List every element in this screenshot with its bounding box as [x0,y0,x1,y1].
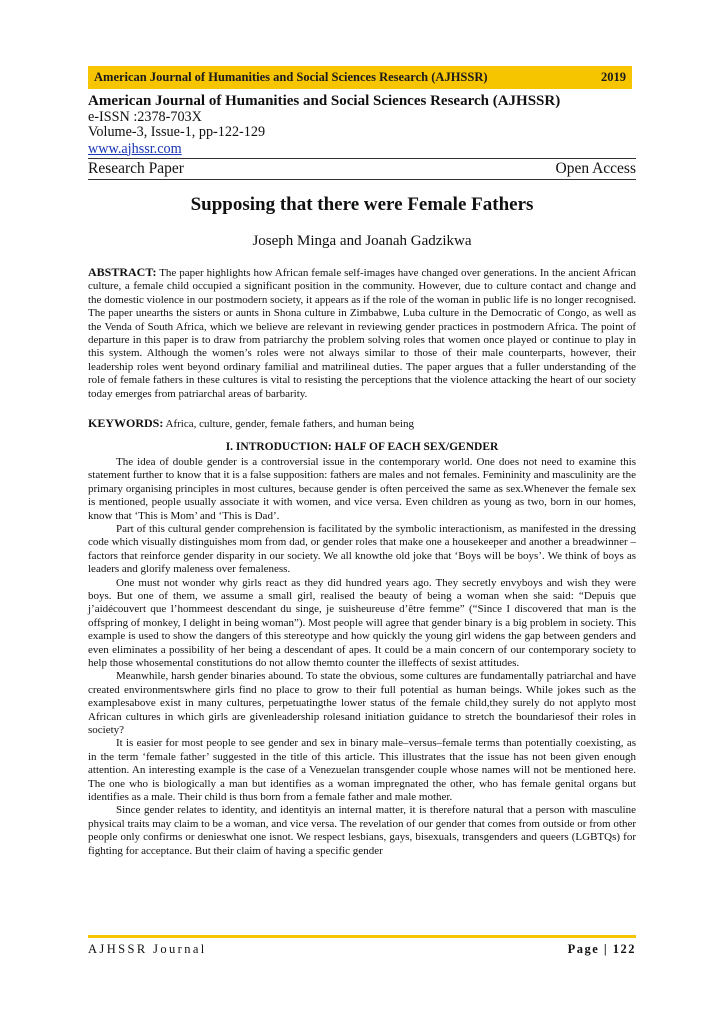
paragraph: Part of this cultural gender comprehension is facilitated by the symbolic interactionism, as manifested in the dressing code which visually distinguishes mom from dad, or gender roles that make one a housekeeper and another a breadwinner – factors that reinforce gender disparity in our society. We all knowthe old joke that ‘Boys will be boys’. We think of boys as leaders and glorify maleness over femaleness. [88,522,636,576]
footer-divider [88,935,636,938]
keywords-text: Africa, culture, gender, female fathers, and human being [165,418,414,431]
article-body [88,266,636,858]
header-journal-name: American Journal of Humanities and Social Sciences Research (AJHSSR) [94,70,488,84]
abstract-text: The paper highlights how African female self-images have changed over generations. In the ancient African culture, a female child occupied a significant position in the community. However, due to culture contact and change and the domestic violence in our postmodern society, it appears as if the role of the woman in public life is no longer recognised. The paper unearths the sisters or aunts in Shona culture in Zimbabwe, Luba culture in the Democratic of Congo, as well as the Venda of South Africa, which we believe are relevant in reviewing gender practices in postmodern Africa. The point of departure in this paper is to draw from patriarchy the problem solving roles that women once played or continue to play in this system. Although the women’s roles were not always similar to those of their male counterparts, however, their leadership roles went beyond ordinary familial and matrilineal duties. The paper argues that a fuller understanding of the role of female fathers in these cultures is vital to resisting the perceptions that the violence attacking the heart of our society today emerges from patriarchal areas of barbarity. [88,267,636,400]
paragraph: It is easier for most people to see gender and sex in binary male–versus–female terms than potentially coexisting, as in the term ‘female father’ suggested in the title of this article. This illustrates that the issue has not been given enough attention. An interesting example is the case of a Venezuelan transgender couple whose names will not be mentioned here. The one who is biologically a man but identifies as a woman impregnated the other, who has female genital organs but identifies as a male. Their child is thus born from a female father and male mother. [88,737,636,804]
journal-header-bar [88,66,632,89]
paper-type: Research Paper [88,160,184,177]
header-year: 2019 [601,70,626,84]
abstract-label: ABSTRACT: [88,265,157,279]
section-heading: I. INTRODUCTION: HALF OF EACH SEX/GENDER [225,441,499,454]
page-footer [88,942,636,957]
issn: e-ISSN :2378-703X [88,108,202,125]
volume-issue: Volume-3, Issue-1, pp-122-129 [88,124,266,140]
page-number: Page | 122 [567,942,636,956]
journal-meta [88,94,636,157]
paragraph: Since gender relates to identity, and identityis an internal matter, it is therefore natural that a person with masculine physical traits may claim to be a woman, and vice versa. The revelation of our gender that comes from outside or from other people only confirms or denieswhat one isnot. We respect lesbians, gays, bisexuals, transgenders and queers (LGBTQs) for fighting for acceptance. But their claim of having a specific gender [88,804,636,857]
abstract [88,266,636,401]
paragraph: Meanwhile, harsh gender binaries abound. To state the obvious, some cultures are fundamentally patriarchal and have created environmentswhere girls find no place to grow to their full potential as human beings. While jokes such as the examplesabove exist in many cultures, perpetuatingthe lower status of the female child,they surely do not applyto most African cultures in which girls are givenleadership rolesand initiation guidance to stretch the boundariesof their roles in society? [88,670,636,736]
paragraph: One must not wonder why girls react as they did hundred years ago. They secretly envyboys and wish they were boys. But one of them, we assume a small girl, realised the beauty of being a woman when she said: “Depuis que j’aidécouvert que l’hommeest descendant du singe, je suisheureuse d’être femme” (“Since I discovered that man is the offspring of monkey, I delight in being woman”). Most people will agree that gender binary is a big problem in society. This example is used to show the dangers of this stereotype and how quickly the young girl widens the gap between genders and even eliminates a possibility of her being a descendant of apes. It could be a main concern of our contemporary society to help those whosemental constitutions do not allow themto counter the illeffects of sexist attitudes. [88,576,636,669]
article-authors: Joseph Minga and Joanah Gadzikwa [252,233,472,249]
article-title: Supposing that there were Female Fathers [190,194,534,215]
journal-title: American Journal of Humanities and Social Sciences Research (AJHSSR) [88,93,561,109]
keywords [88,417,636,431]
website-link[interactable]: www.ajhssr.com [88,140,182,157]
footer-journal: AJHSSR Journal [88,942,207,956]
keywords-label: KEYWORDS: [88,416,164,431]
access-type: Open Access [555,160,636,177]
paper-type-row [88,158,636,180]
paragraph: The idea of double gender is a controversial issue in the contemporary world. One does not need to examine this statement further to know that it is a false supposition: fathers are males and not females. Femininity and masculinity are the primary organising principles in most cultures, because gender is often perceived the same as sex.Whenever the female sex is mentioned, people usually associate it with women, and vice versa. Even children as young as two, born in our homes, know that ‘This is Mom’ and ‘This is Dad’. [88,455,636,522]
